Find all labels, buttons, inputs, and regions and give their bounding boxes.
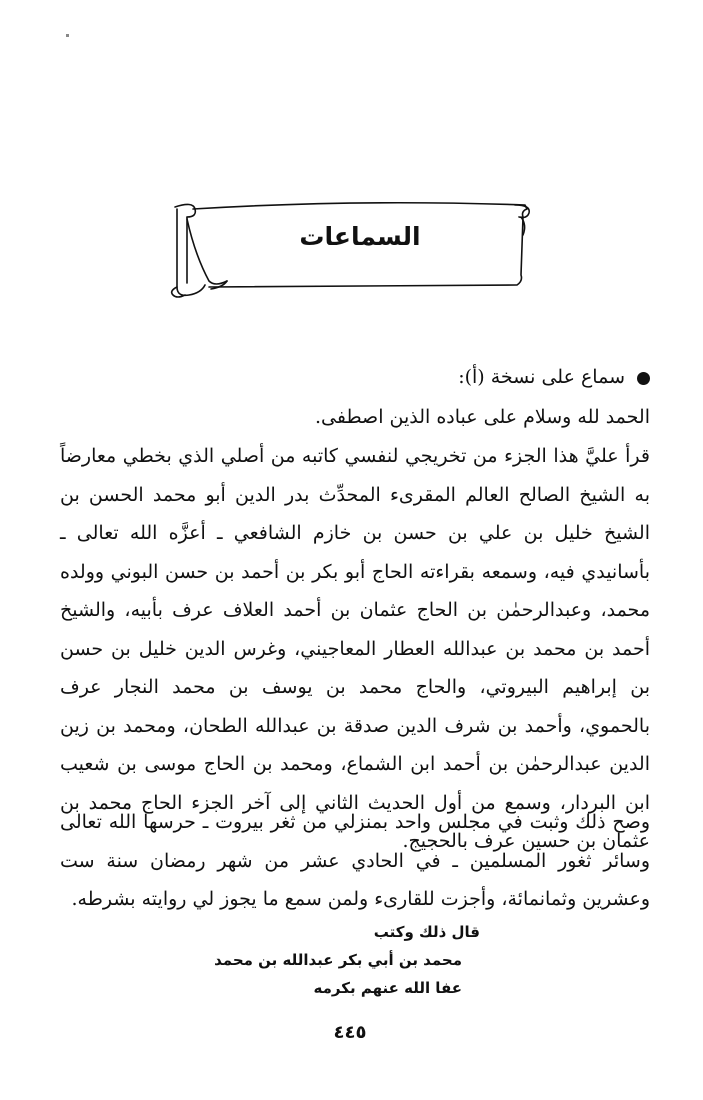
signature-line-2: محمد بن أبي بكر عبدالله بن محمد [214, 951, 462, 969]
paragraph-2: وصح ذلك وثبت في مجلس واحد بمنزلي من ثغر بيروت ـ حرسها الله تعالى وسائر ثغور المسلمين ـ في الحادي عشر من شهر رمضان سنة ست وعشرين وثمانمائة، وأجزت للقارىء ولمن سمع ما يجوز لي روايته بشرطه. [60, 811, 650, 910]
bullet-label: سماع على نسخة (أ): [458, 366, 625, 388]
signature-block [200, 918, 480, 1002]
bullet-heading [60, 358, 650, 397]
bullet-dot-icon [637, 372, 650, 385]
page-title: السماعات [299, 222, 421, 251]
title-scroll-banner [165, 195, 533, 300]
paragraph-1: قرأ عليَّ هذا الجزء من تخريجي لنفسي كاتبه من أصلي الذي بخطي معارضاً به الشيخ الصالح العالم المقرىء المحدِّث بدر الدين أبو محمد الحسن بن الشيخ خليل بن علي بن حسن بن خازم الشافعي ـ أعزَّه الله تعالى ـ بأسانيدي فيه، وسمعه بقراءته الحاج أبو بكر بن أحمد بن حسن البوني وولده محمد، وعبدالرحمٰن بن الحاج عثمان بن أحمد العلاف عرف بأبيه، والشيخ أحمد بن محمد بن عبدالله العطار المعاجيني، وغرس الدين خليل بن حسن بن إبراهيم البيروتي، والحاج محمد بن يوسف بن محمد النجار عرف بالحموي، وأحمد بن شرف الدين صدقة بن عبدالله الطحان، ومحمد بن زين الدين عبدالرحمٰن بن أحمد ابن الشماع، ومحمد بن الحاج موسى بن شعيب ابن البردار، وسمع من أول الحديث الثاني إلى آخر الجزء الحاج محمد بن عثمان بن حسين عرف بالحجيج. [60, 445, 650, 852]
page-number: ٤٤٥ [333, 1022, 367, 1043]
scan-speck [66, 34, 69, 37]
signature-line-3: عفا الله عنهم بكرمه [313, 979, 462, 997]
praise-line: الحمد لله وسلام على عباده الذين اصطفى. [314, 406, 650, 428]
signature-line-1: قال ذلك وكتب [373, 923, 480, 941]
